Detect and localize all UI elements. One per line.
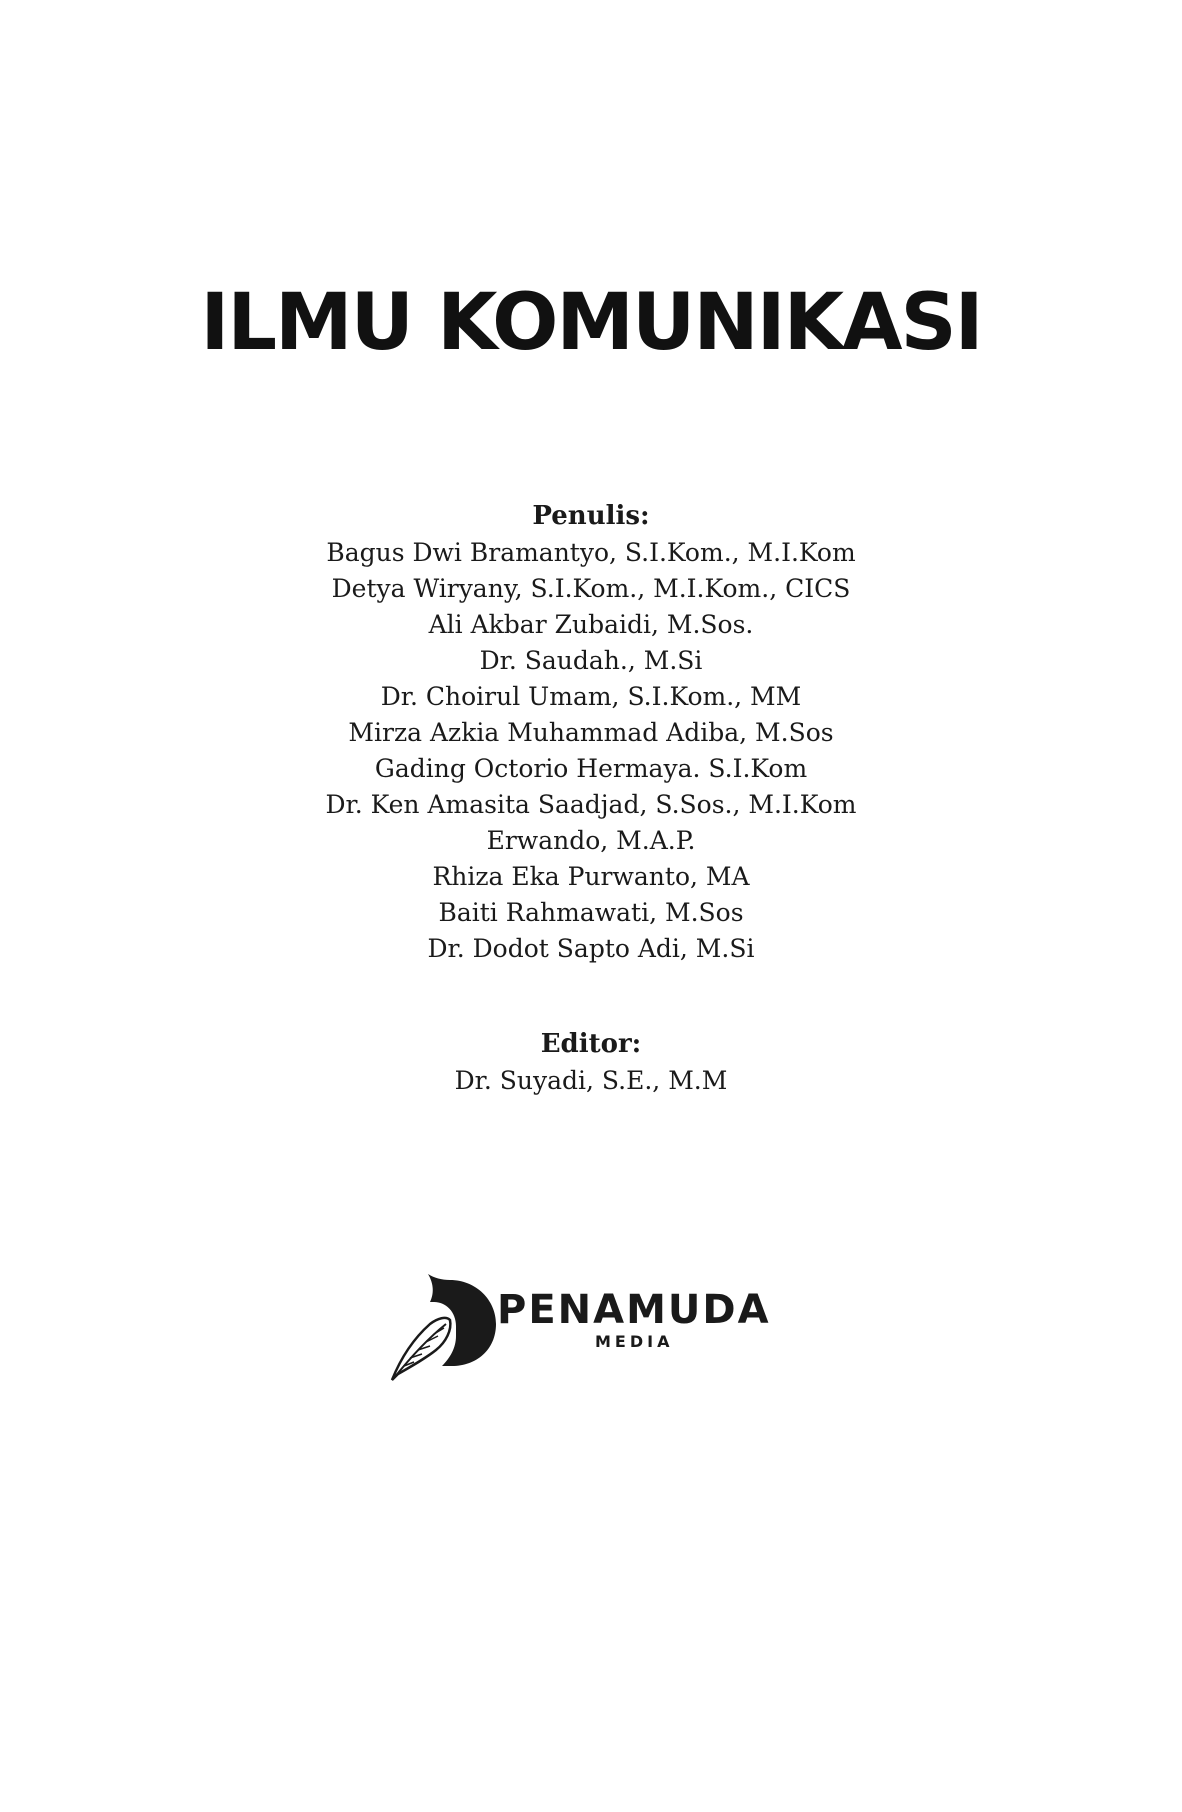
author-name: Dr. Choirul Umam, S.I.Kom., MM bbox=[380, 682, 802, 711]
authors-label: Penulis: bbox=[532, 501, 650, 531]
author-name: Dr. Saudah., M.Si bbox=[479, 646, 703, 675]
editor-label: Editor: bbox=[540, 1029, 642, 1059]
author-name: Rhiza Eka Purwanto, MA bbox=[432, 862, 750, 891]
publisher-subname: MEDIA bbox=[595, 1332, 674, 1351]
book-title: ILMU KOMUNIKASI bbox=[200, 278, 982, 368]
editor-name: Dr. Suyadi, S.E., M.M bbox=[454, 1066, 728, 1095]
author-name: Detya Wiryany, S.I.Kom., M.I.Kom., CICS bbox=[331, 574, 851, 603]
author-name: Bagus Dwi Bramantyo, S.I.Kom., M.I.Kom bbox=[326, 538, 856, 567]
publisher-name: PENAMUDA bbox=[497, 1287, 771, 1333]
author-name: Dr. Dodot Sapto Adi, M.Si bbox=[427, 934, 755, 963]
author-name: Ali Akbar Zubaidi, M.Sos. bbox=[428, 610, 754, 639]
editor-block bbox=[0, 1025, 1182, 1099]
author-name: Mirza Azkia Muhammad Adiba, M.Sos bbox=[348, 718, 834, 747]
publisher-logo bbox=[390, 1262, 800, 1382]
feather-d-logo-icon bbox=[390, 1262, 500, 1382]
author-name: Erwando, M.A.P. bbox=[486, 826, 696, 855]
credits-block bbox=[0, 497, 1182, 1099]
author-name: Baiti Rahmawati, M.Sos bbox=[438, 898, 744, 927]
author-name: Gading Octorio Hermaya. S.I.Kom bbox=[374, 754, 808, 783]
author-name: Dr. Ken Amasita Saadjad, S.Sos., M.I.Kom bbox=[325, 790, 857, 819]
author-list bbox=[0, 535, 1182, 967]
